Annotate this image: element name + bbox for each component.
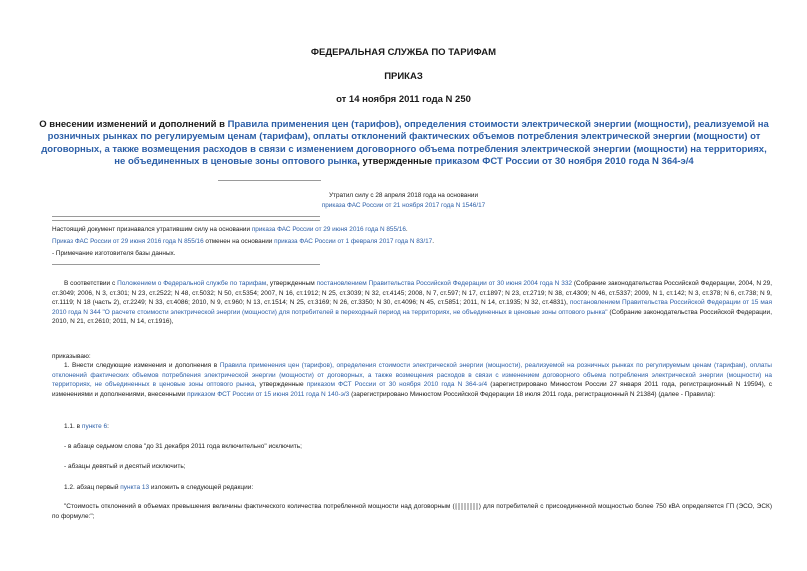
quote-paragraph: "Стоимость отклонений в объемах превышения величины фактического количества потребленной мощности над договорным ( ) для потребителей с присоединенной мощностью более 750 кВА определяется ГП (ЭСО, ЭСК) по формуле:"; [52, 503, 772, 520]
title-text: О внесении изменений и дополнений в [39, 119, 228, 130]
document-type-heading: ПРИКАЗ [384, 71, 423, 82]
preamble-link-resolution-332[interactable]: постановлением Правительства Российской Федерации от 30 июня 2004 года N 332 [316, 280, 573, 287]
divider [218, 180, 321, 181]
title-order-link[interactable]: приказом ФСТ России от 30 ноября 2010 года N 364-э/4 [434, 156, 694, 168]
agency-heading: ФЕДЕРАЛЬНАЯ СЛУЖБА ПО ТАРИФАМ [310, 47, 497, 58]
note-footer: - Примечание изготовителя базы данных. [52, 249, 176, 257]
title-rules-link[interactable]: Правила применения цен (тарифов), определения стоимости электрической энергии (мощности), реализуемой на розничных рынках по регулируемым ценам (тарифам), оплаты отклонений фактических объемов потребления электрической энергии (мощности) от договорных, а также возмещения расходов в связи с изменением договорного объема потребления электрической энергии (мощности) на территориях, не объединенных в ценовые зоны оптового рынка [41, 119, 769, 168]
note-link-855-cancelled[interactable]: Приказ ФАС России от 29 июня 2016 года N 855/16 [52, 237, 204, 245]
preamble-link-resolution-344[interactable]: постановлением Правительства Российской Федерации от 15 мая 2010 года N 344 "О расчете стоимости электрической энергии (мощности) для потребителей в переходный период на территориях, не объединенных в ценовые зоны оптового рынка" [52, 299, 772, 316]
order-word: приказываю: [52, 353, 91, 360]
item-1-2: 1.2. абзац первый пункта 13 изложить в следующей редакции: [64, 484, 254, 491]
note-line: Настоящий документ признавался утратившим силу на основании приказа ФАС России от 29 июня 2016 года N 855/16. [52, 226, 408, 233]
item-1-1-point-6-link[interactable]: пункте 6 [81, 423, 108, 430]
item-1-order-140-link[interactable]: приказом ФСТ России от 15 июня 2011 года N 140-э/3 [187, 390, 350, 398]
preamble-paragraph: В соответствии с Положением о Федеральной службе по тарифам, утвержденным постановлением Правительства Российской Федерации от 30 июня 2004 года N 332 (Собрание законодательства Российской Федерации, 2004, N 29, ст.3049; 2006, N 3, ст.301; N 23, ст.2522; N 48, ст.5032; N 50, ст.5354; 2007, N 16, ст.1912; N 25, ст.3039; N 32, ст.4145; 2008, N 7, ст.597; N 17, ст.1897; N 23, ст.2719; N 38, ст.4309; N 46, ст.5337; 2009, N 1, ст.142; N 3, ст.378; N 6, ст.738; N 9, ст.1119; N 18 (часть 2), ст.2249; N 33, ст.4086; 2010, N 9, ст.960; N 13, ст.1514; N 25, ст.3169; N 26, ст.3350; N 30, ст.4096; N 45, ст.5851; 2011, N 14, ст.1935; N 32, ст.4831), постановлением Правительства Российской Федерации от 15 мая 2010 года N 344 "О расчете стоимости электрической энергии (мощности) для потребителей в переходный период на территориях, не объединенных в ценовые зоны оптового рынка" (Собрание законодательства Российской Федерации, 2010, N 21, ст.2610; 2011, N 14, ст.1916), [52, 280, 772, 326]
lost-force-text: Утратил силу с 28 апреля 2018 года на основании [328, 192, 479, 199]
item-1-paragraph: 1. Внести следующие изменения и дополнения в Правила применения цен (тарифов), определения стоимости электрической энергии (мощности), реализуемой на розничных рынках по регулируемым ценам (тарифам), оплаты отклонений фактических объемов потребления электрической энергии (мощности) от договорных, а также возмещения расходов в связи с изменением договорного объема потребления электрической энергии (мощности) на территориях, не объединенных в ценовые зоны оптового рынка, утвержденные приказом ФСТ России от 30 ноября 2010 года N 364-э/4 (зарегистрировано Минюстом России 27 января 2011 года, регистрационный N 19594), с изменениями и дополнениями, внесенными приказом ФСТ России от 15 июня 2011 года N 140-э/3 (зарегистрировано Минюстом Российской Федерации 18 июля 2011 года, регистрационный N 21384) (далее - Правила): [52, 362, 773, 398]
title-text: , утвержденные [357, 156, 435, 168]
item-1-1: 1.1. в пункте 6: [64, 423, 109, 430]
item-1-order-364-link[interactable]: приказом ФСТ России от 30 ноября 2010 года N 364-э/4 [306, 381, 488, 389]
formula-icon [455, 503, 479, 510]
divider [52, 220, 320, 221]
item-1-rules-link[interactable]: Правила применения цен (тарифов), определения стоимости электрической энергии (мощности), реализуемой на розничных рынках по регулируемым ценам (тарифам), оплаты отклонений фактических объемов потребления электрической энергии (мощности) от договорных, а также возмещения расходов в связи с изменением договорного объема потребления электрической энергии (мощности) на территориях, не объединенных в ценовые зоны оптового рынка [52, 362, 772, 389]
preamble-link-regulation[interactable]: Положением о Федеральной службе по тарифам [117, 280, 267, 287]
note-link-83[interactable]: приказа ФАС России от 1 февраля 2017 года N 83/17 [274, 237, 433, 245]
dash-item-2: - абзацы девятый и десятый исключить; [64, 463, 186, 470]
note-line: Приказ ФАС России от 29 июня 2016 года N 855/16 отменен на основании приказа ФАС России от 1 февраля 2017 года N 83/17. [52, 237, 434, 245]
db-note [52, 224, 752, 259]
note-link-855[interactable]: приказа ФАС России от 29 июня 2016 года N 855/16 [251, 226, 406, 233]
item-1-2-point-13-link[interactable]: пункта 13 [120, 484, 150, 491]
lost-force-notice [0, 191, 807, 210]
lost-force-link[interactable]: приказа ФАС России от 21 ноября 2017 года N 1546/17 [321, 201, 486, 209]
divider [52, 216, 320, 217]
dash-item-1: - в абзаце седьмом слова "до 31 декабря 2011 года включительно" исключить; [64, 443, 302, 450]
document-date-heading: от 14 ноября 2011 года N 250 [336, 94, 471, 105]
divider [52, 264, 320, 265]
document-title [36, 119, 772, 169]
